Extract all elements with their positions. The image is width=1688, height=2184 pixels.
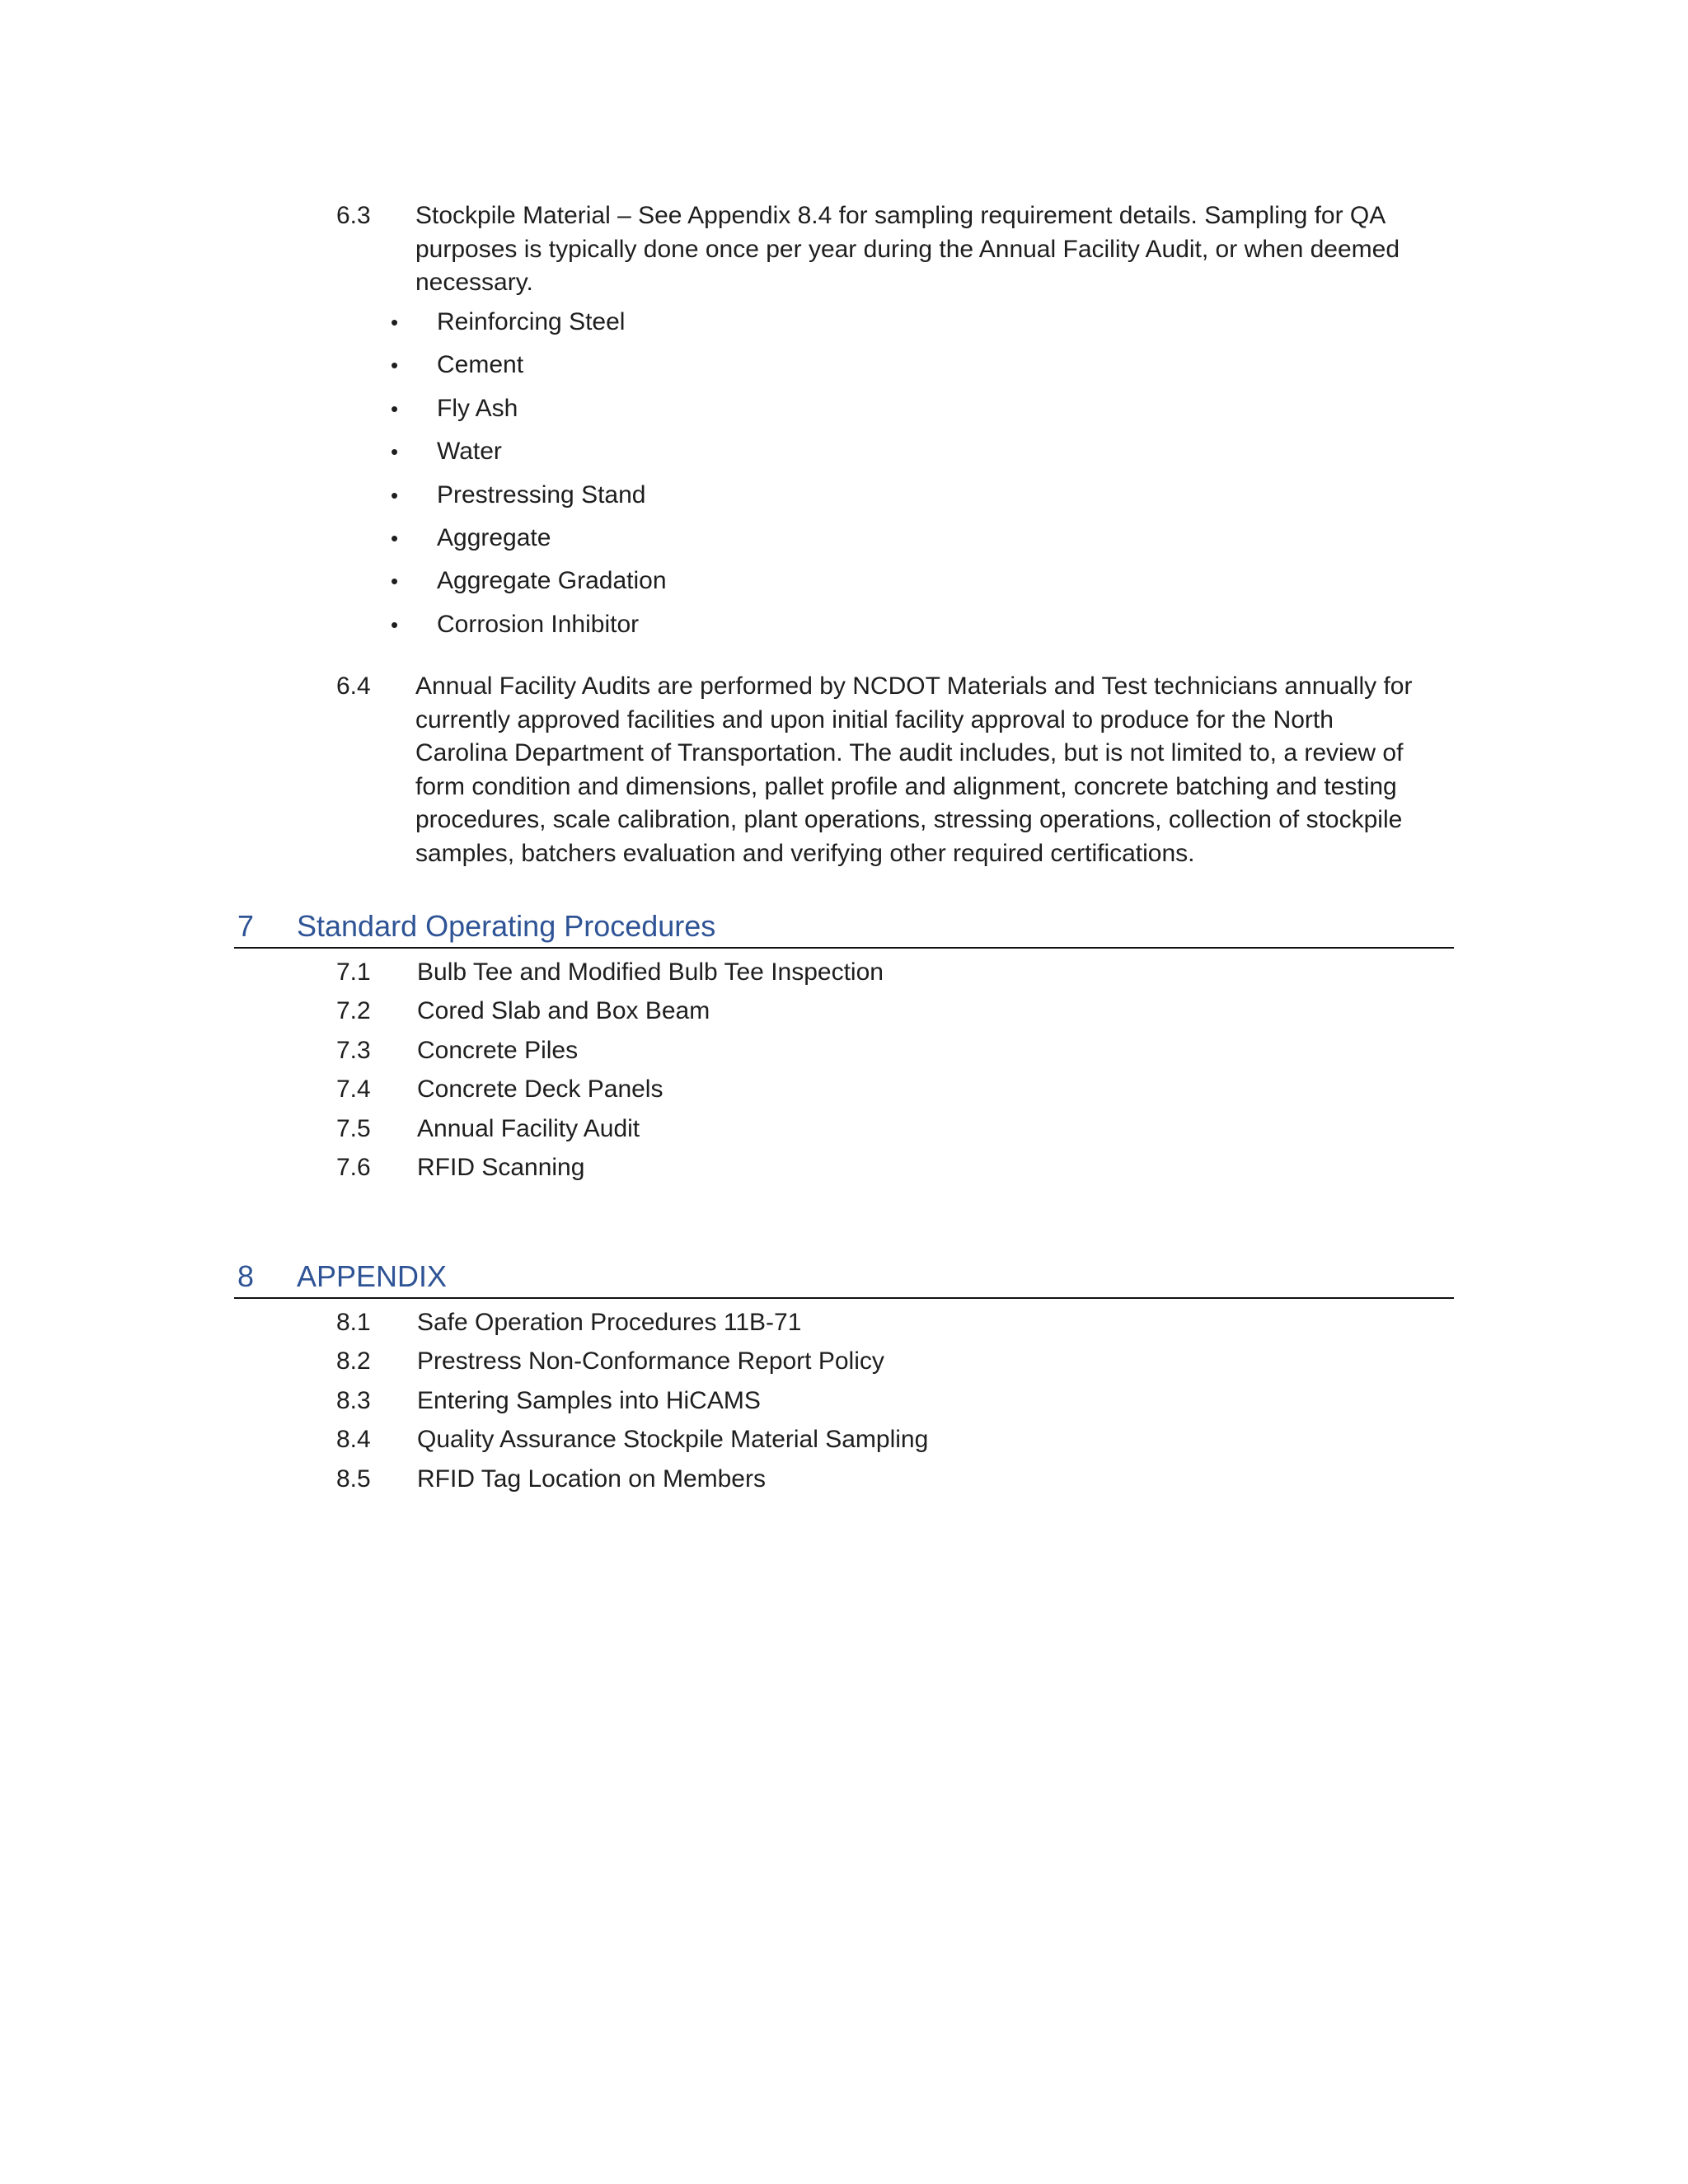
list-item-label: Water [437, 438, 502, 466]
stockpile-material-list [384, 301, 667, 646]
paragraph-6-4 [336, 670, 1490, 876]
paragraph-text [415, 670, 1446, 871]
list-item-label: Prestressing Stand [437, 480, 646, 509]
item-label: Concrete Piles [417, 1036, 579, 1064]
section-title: Standard Operating Procedures [297, 909, 716, 943]
section-heading-8 [234, 1256, 1454, 1299]
list-item-label: Aggregate [437, 523, 551, 551]
item-number: 8.5 [336, 1465, 371, 1493]
list-item-label: Corrosion Inhibitor [437, 610, 640, 638]
bullet-icon: • [391, 353, 399, 378]
bullet-icon: • [391, 482, 399, 508]
item-number: 7.2 [336, 997, 371, 1025]
item-label: RFID Tag Location on Members [417, 1465, 766, 1493]
text-line: currently approved facilities and upon initial facility approval to produce for the North [415, 705, 1334, 733]
list-item [384, 560, 667, 602]
text-line: procedures, scale calibration, plant operations, stressing operations, collection of stockpile [415, 806, 1403, 834]
paragraph-text [415, 199, 1446, 300]
list-item [384, 603, 667, 646]
item-number: 8.1 [336, 1309, 371, 1336]
item-number: 7.1 [336, 958, 371, 986]
item-label: Annual Facility Audit [417, 1114, 640, 1142]
text-line: Annual Facility Audits are performed by NCDOT Materials and Test technicians annually for [415, 673, 1413, 700]
item-number: 7.4 [336, 1076, 371, 1104]
item-label: Safe Operation Procedures 11B-71 [417, 1309, 802, 1336]
item-number: 8.3 [336, 1386, 371, 1414]
item-number: 8.2 [336, 1347, 371, 1376]
list-item-label: Reinforcing Steel [437, 308, 626, 335]
list-item [384, 474, 667, 517]
text-line: Stockpile Material – See Appendix 8.4 for sampling requirement details. Sampling for QA [415, 202, 1386, 229]
list-item [384, 344, 667, 387]
bullet-icon: • [391, 612, 399, 637]
item-label: Concrete Deck Panels [417, 1076, 663, 1104]
item-label: Quality Assurance Stockpile Material Sampling [417, 1426, 929, 1454]
text-line: necessary. [415, 269, 533, 297]
list-item [384, 387, 667, 430]
list-item-label: Cement [437, 351, 524, 379]
item-label: Cored Slab and Box Beam [417, 997, 710, 1025]
paragraph-number: 6.4 [336, 673, 371, 700]
section-number: 8 [237, 1259, 255, 1293]
text-line: purposes is typically done once per year during the Annual Facility Audit, or when deemed [415, 235, 1400, 263]
bullet-icon: • [391, 310, 399, 335]
item-number: 8.4 [336, 1426, 371, 1454]
text-line: Carolina Department of Transportation. The audit includes, but is not limited to, a review of [415, 739, 1404, 767]
list-item-label: Fly Ash [437, 394, 518, 422]
item-label: Entering Samples into HiCAMS [417, 1386, 761, 1414]
text-line: samples, batchers evaluation and verifying other required certifications. [415, 839, 1195, 867]
item-label: RFID Scanning [417, 1153, 585, 1181]
item-number: 7.6 [336, 1153, 371, 1181]
list-item [384, 517, 667, 560]
item-number: 7.5 [336, 1114, 371, 1142]
paragraph-6-3 [336, 199, 1490, 302]
item-label: Prestress Non-Conformance Report Policy [417, 1347, 884, 1376]
list-item [384, 430, 667, 473]
bullet-icon: • [391, 569, 399, 594]
item-label: Bulb Tee and Modified Bulb Tee Inspection [417, 958, 884, 986]
bullet-icon: • [391, 439, 399, 465]
list-item-label: Aggregate Gradation [437, 567, 667, 595]
bullet-icon: • [391, 525, 399, 551]
text-line: form condition and dimensions, pallet profile and alignment, concrete batching and testing [415, 772, 1397, 800]
paragraph-number: 6.3 [336, 202, 371, 229]
section-number: 7 [237, 909, 255, 943]
bullet-icon: • [391, 396, 399, 421]
list-item [384, 301, 667, 344]
section-title: APPENDIX [297, 1259, 448, 1293]
section-heading-7 [234, 906, 1454, 949]
item-number: 7.3 [336, 1036, 371, 1064]
